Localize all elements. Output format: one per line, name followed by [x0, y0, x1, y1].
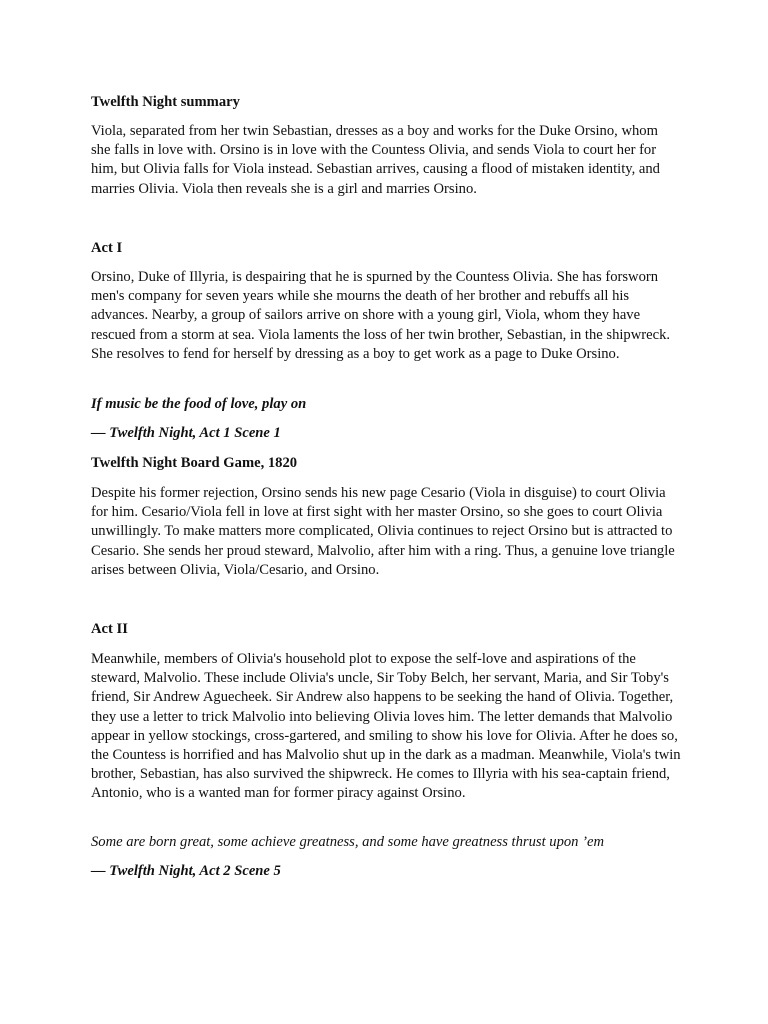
image-caption: Twelfth Night Board Game, 1820 — [91, 455, 298, 471]
act2-quote: Some are born great, some achieve greatness, and some have greatness thrust upon ’em — [91, 834, 604, 850]
act1-quote-source: — Twelfth Night, Act 1 Scene 1 — [91, 425, 281, 441]
act2-heading: Act II — [91, 621, 128, 637]
act1-heading: Act I — [91, 240, 123, 256]
summary-paragraph: Viola, separated from her twin Sebastian, dresses as a boy and works for the Duke Orsino, whom she falls in love with. Orsino is in love with the Countess Olivia, and sends Viola to court her for him, but Olivia falls for Viola instead. Sebastian arrives, causing a flood of mistaken identity, and marries Olivia. Viola then reveals she is a girl and marries Orsino. — [91, 123, 660, 197]
act1-paragraph-2: Despite his former rejection, Orsino sends his new page Cesario (Viola in disguise) to court Olivia for him. Cesario/Viola fell in love at first sight with her master Orsino, so she goes to court Olivia unwillingly. To make matters more complicated, Olivia continues to reject Orsino but is attracted to Cesario. She sends her proud steward, Malvolio, after him with a ring. Thus, a genuine love triangle arises between Olivia, Viola/Cesario, and Orsino. — [91, 485, 675, 578]
act2-paragraph: Meanwhile, members of Olivia's household plot to expose the self-love and aspirations of the steward, Malvolio. These include Olivia's uncle, Sir Toby Belch, her servant, Maria, and Sir Toby's friend, Sir Andrew Aguecheek. Sir Andrew also happens to be seeking the hand of Olivia. Together, they use a letter to trick Malvolio into believing Olivia loves him. The letter demands that Malvolio appear in yellow stockings, cross-gartered, and smiling to show his love for Olivia. After he does so, the Countess is horrified and has Malvolio shut up in the dark as a madman. Meanwhile, Viola's twin brother, Sebastian, has also survived the shipwreck. He comes to Illyria with his sea-captain friend, Antonio, who is a wanted man for former piracy against Orsino. — [91, 651, 681, 802]
act1-paragraph: Orsino, Duke of Illyria, is despairing that he is spurned by the Countess Olivia. She has forsworn men's company for seven years while she mourns the death of her brother and rebuffs all his advances. Nearby, a group of sailors arrive on shore with a young girl, Viola, whom they have rescued from a storm at sea. Viola laments the loss of her twin brother, Sebastian, in the shipwreck. She resolves to fend for herself by dressing as a boy to get work as a page to Duke Orsino. — [91, 269, 671, 362]
act1-quote: If music be the food of love, play on — [91, 396, 307, 412]
act2-quote-source: — Twelfth Night, Act 2 Scene 5 — [91, 863, 281, 879]
document-title: Twelfth Night summary — [91, 94, 240, 110]
